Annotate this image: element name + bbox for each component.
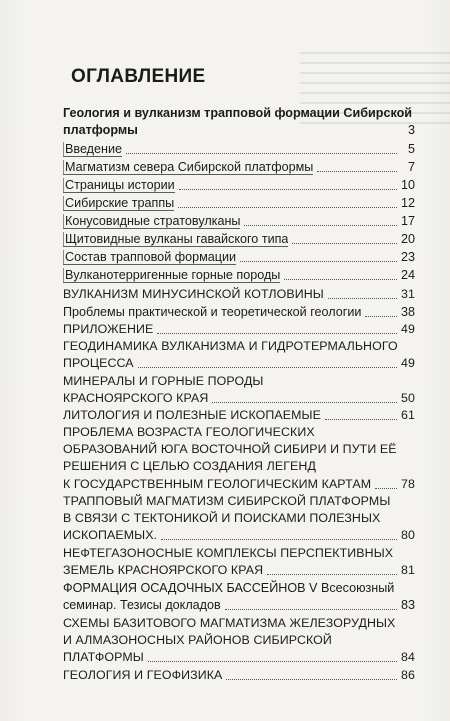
toc-entry-page: 49 [401, 322, 415, 336]
toc-entry [63, 250, 415, 265]
toc-entry-title: Страницы истории [65, 178, 175, 192]
leader-dots [148, 660, 397, 662]
toc-entry-line: СХЕМЫ БАЗИТОВОГО МАГМАТИЗМА ЖЕЛЕЗОРУДНЫХ [63, 616, 396, 630]
toc-entry [63, 668, 415, 683]
toc-entry [63, 178, 415, 193]
leader-dots [325, 418, 397, 420]
toc-entry-title: ЛИТОЛОГИЯ И ПОЛЕЗНЫЕ ИСКОПАЕМЫЕ [63, 408, 321, 422]
leader-dots [178, 206, 397, 208]
toc-entry-title: Сибирские траппы [65, 196, 175, 210]
toc-entry-page: 5 [407, 142, 415, 156]
toc-entry-title: ПРОЦЕССА [63, 356, 134, 370]
leader-dots [365, 315, 397, 317]
toc-entry [63, 232, 415, 247]
toc-entry-line: В СВЯЗИ С ТЕКТОНИКОЙ И ПОИСКАМИ ПОЛЕЗНЫХ [63, 511, 381, 525]
toc-entry-line: И АЛМАЗОНОСНЫХ РАЙОНОВ СИБИРСКОЙ [63, 633, 332, 647]
leader-dots [292, 242, 397, 244]
leader-dots [244, 224, 397, 226]
toc-entry-line: ТРАППОВЫЙ МАГМАТИЗМ СИБИРСКОЙ ПЛАТФОРМЫ [63, 494, 391, 508]
toc-entry-title: ГЕОЛОГИЯ И ГЕОФИЗИКА [63, 668, 223, 682]
toc-entry-page: 61 [401, 408, 415, 422]
leader-dots [284, 278, 397, 280]
toc-entry [63, 160, 415, 175]
page-title: ОГЛАВЛЕНИЕ [71, 66, 206, 87]
toc-entry-page: 12 [400, 196, 415, 210]
toc-entry-line: РЕШЕНИЯ С ЦЕЛЬЮ СОЗДАНИЯ ЛЕГЕНД [63, 459, 316, 473]
toc-entry [63, 528, 415, 543]
toc-entry-line: МИНЕРАЛЫ И ГОРНЫЕ ПОРОДЫ [63, 374, 264, 388]
toc-entry [63, 563, 415, 578]
toc-entry-title: платформы [63, 123, 138, 137]
toc-entry-title: ВУЛКАНИЗМ МИНУСИНСКОЙ КОТЛОВИНЫ [63, 287, 324, 301]
toc-entry [63, 305, 415, 320]
leader-dots [142, 133, 397, 135]
toc-entry-page: 83 [400, 598, 415, 612]
toc-entry-page: 7 [407, 160, 415, 174]
toc-entry-page: 81 [401, 563, 415, 577]
toc-entry-title: семинар. Тезисы докладов [63, 598, 221, 612]
toc-entry-title: ПЛАТФОРМЫ [63, 650, 144, 664]
toc-entry-page: 80 [401, 528, 415, 542]
toc-entry-title: Вулканотерригенные горные породы [65, 268, 281, 282]
toc-entry [63, 287, 415, 302]
toc-entry [63, 142, 415, 157]
toc-entry-page: 23 [400, 250, 415, 264]
toc-entry [63, 322, 415, 337]
toc-entry-line: ОБРАЗОВАНИЙ ЮГА ВОСТОЧНОЙ СИБИРИ И ПУТИ ЕЁ [63, 442, 397, 456]
toc-entry-title: Состав трапповой формации [65, 250, 237, 264]
toc-entry [63, 356, 415, 371]
toc-entry-title: КРАСНОЯРСКОГО КРАЯ [63, 391, 209, 405]
toc-entry-line: ФОРМАЦИЯ ОСАДОЧНЫХ БАССЕЙНОВ V Всесоюзный [63, 581, 395, 595]
toc-entry [63, 123, 415, 138]
toc-entry [63, 598, 415, 613]
toc-entry-line: ПРОБЛЕМА ВОЗРАСТА ГЕОЛОГИЧЕСКИХ [63, 425, 315, 439]
toc-entry-title: Конусовидные стратовулканы [65, 214, 241, 228]
toc-entry [63, 650, 415, 665]
toc-entry-line: ГЕОДИНАМИКА ВУЛКАНИЗМА И ГИДРОТЕРМАЛЬНОГО [63, 339, 398, 353]
toc-entry [63, 391, 415, 406]
toc-entry-page: 10 [400, 178, 415, 192]
leader-dots [375, 487, 397, 489]
leader-dots [226, 678, 397, 680]
toc-entry-page: 3 [407, 123, 415, 137]
leader-dots [157, 332, 397, 334]
toc-entry-title: ПРИЛОЖЕНИЕ [63, 322, 154, 336]
toc-entry-title: К ГОСУДАРСТВЕННЫМ ГЕОЛОГИЧЕСКИМ КАРТАМ [63, 477, 372, 491]
leader-dots [212, 401, 397, 403]
leader-dots [240, 260, 397, 262]
toc-entry [63, 408, 415, 423]
leader-dots [225, 608, 397, 610]
toc-entry-title: ИСКОПАЕМЫХ. [63, 528, 158, 542]
leader-dots [161, 538, 397, 540]
toc-entry [63, 477, 415, 492]
toc-entry [63, 268, 415, 283]
toc-entry-page: 38 [400, 305, 415, 319]
leader-dots [126, 152, 397, 154]
toc-entry-title: Магматизм севера Сибирской платформы [65, 160, 314, 174]
leader-dots [138, 366, 397, 368]
toc-entry-line: НЕФТЕГАЗОНОСНЫЕ КОМПЛЕКСЫ ПЕРСПЕКТИВНЫХ [63, 546, 394, 560]
toc-entry-heading-line1: Геология и вулканизм трапповой формации Сибирской [63, 106, 413, 120]
toc-entry-page: 49 [401, 356, 415, 370]
toc-entry [63, 196, 415, 211]
toc-entry-page: 20 [400, 232, 415, 246]
toc-entry-page: 86 [401, 668, 415, 682]
leader-dots [317, 170, 397, 172]
toc-entry-page: 84 [401, 650, 415, 664]
toc-entry-title: Введение [65, 142, 123, 156]
leader-dots [328, 297, 397, 299]
toc-entry-page: 17 [400, 214, 415, 228]
toc-entry-title: ЗЕМЕЛЬ КРАСНОЯРСКОГО КРАЯ [63, 563, 264, 577]
toc-entry-page: 50 [401, 391, 415, 405]
toc-entry-page: 78 [401, 477, 415, 491]
leader-dots [267, 573, 397, 575]
toc-entry-title: Проблемы практической и теоретической геологии [63, 305, 362, 319]
leader-dots [179, 188, 397, 190]
toc-entry [63, 214, 415, 229]
toc-entry-page: 31 [401, 287, 415, 301]
toc-entry-page: 24 [400, 268, 415, 282]
toc-entry-title: Щитовидные вулканы гавайского типа [65, 232, 289, 246]
